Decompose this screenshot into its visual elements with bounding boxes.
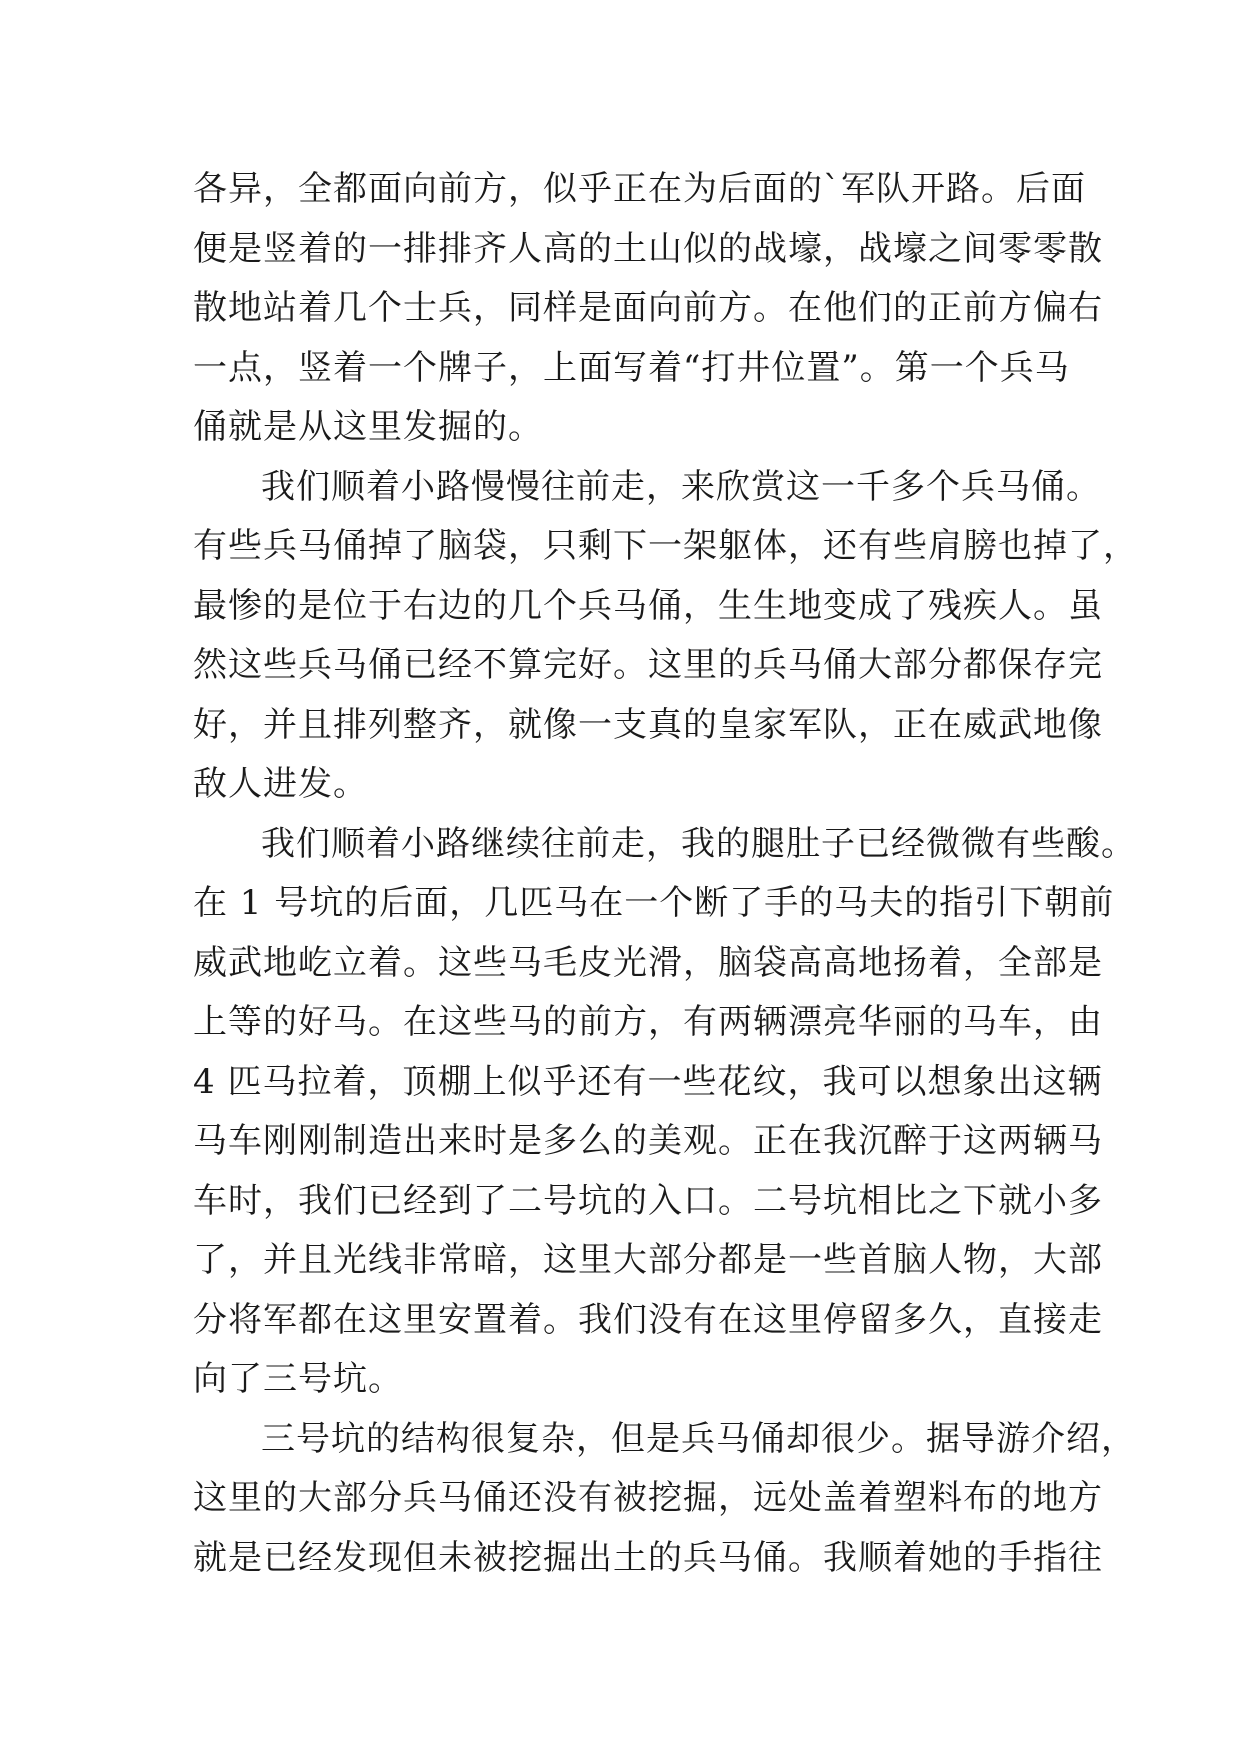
paragraph-line: 在 1 号坑的后面，几匹马在一个断了手的马夫的指引下朝前 [193, 883, 1115, 923]
paragraph-line: 我们顺着小路慢慢往前走，来欣赏这一千多个兵马俑。 [261, 466, 1101, 507]
paragraph-line: 车时，我们已经到了二号坑的入口。二号坑相比之下就小多 [193, 1180, 1103, 1221]
paragraph-line: 散地站着几个士兵，同样是面向前方。在他们的正前方偏右 [193, 288, 1103, 328]
paragraph-line: 然这些兵马俑已经不算完好。这里的兵马俑大部分都保存完 [193, 645, 1103, 685]
paragraph-line: 这里的大部分兵马俑还没有被挖掘，远处盖着塑料布的地方 [193, 1478, 1103, 1518]
paragraph-line: 各异，全都面向前方，似乎正在为后面的`军队开路。后面 [193, 169, 1086, 209]
paragraph-line: 我们顺着小路继续往前走，我的腿肚子已经微微有些酸。 [261, 823, 1136, 864]
paragraph-1 [193, 160, 1103, 458]
paragraph-line: 就是已经发现但未被挖掘出土的兵马俑。我顺着她的手指往 [193, 1537, 1103, 1578]
paragraph-line: 分将军都在这里安置着。我们没有在这里停留多久，直接走 [193, 1299, 1103, 1340]
paragraph-line: 了，并且光线非常暗，这里大部分都是一些首脑人物，大部 [193, 1240, 1103, 1280]
paragraph-3 [193, 815, 1136, 1410]
paragraph-line: 三号坑的结构很复杂，但是兵马俑却很少。据导游介绍， [261, 1418, 1136, 1459]
paragraph-2 [193, 458, 1138, 815]
paragraph-line: 好，并且排列整齐，就像一支真的皇家军队，正在威武地像 [193, 704, 1103, 745]
paragraph-line: 最惨的是位于右边的几个兵马俑，生生地变成了残疾人。虽 [193, 585, 1103, 626]
paragraph-line: 俑就是从这里发掘的。 [193, 407, 543, 447]
paragraph-line: 向了三号坑。 [193, 1359, 403, 1399]
paragraph-line: 一点，竖着一个牌子，上面写着“打井位置”。第一个兵马 [193, 347, 1070, 388]
paragraph-line: 威武地屹立着。这些马毛皮光滑，脑袋高高地扬着，全部是 [193, 942, 1103, 983]
paragraph-line: 马车刚刚制造出来时是多么的美观。正在我沉醉于这两辆马 [193, 1121, 1103, 1161]
paragraph-line: 便是竖着的一排排齐人高的土山似的战壕，战壕之间零零散 [193, 228, 1103, 269]
paragraph-line: 4 匹马拉着，顶棚上似乎还有一些花纹，我可以想象出这辆 [193, 1061, 1103, 1102]
paragraph-line: 敌人进发。 [193, 764, 368, 804]
paragraph-4 [193, 1410, 1136, 1589]
paragraph-line: 上等的好马。在这些马的前方，有两辆漂亮华丽的马车，由 [193, 1002, 1103, 1042]
paragraph-line: 有些兵马俑掉了脑袋，只剩下一架躯体，还有些肩膀也掉了， [193, 526, 1138, 566]
document-body [193, 160, 1138, 1588]
